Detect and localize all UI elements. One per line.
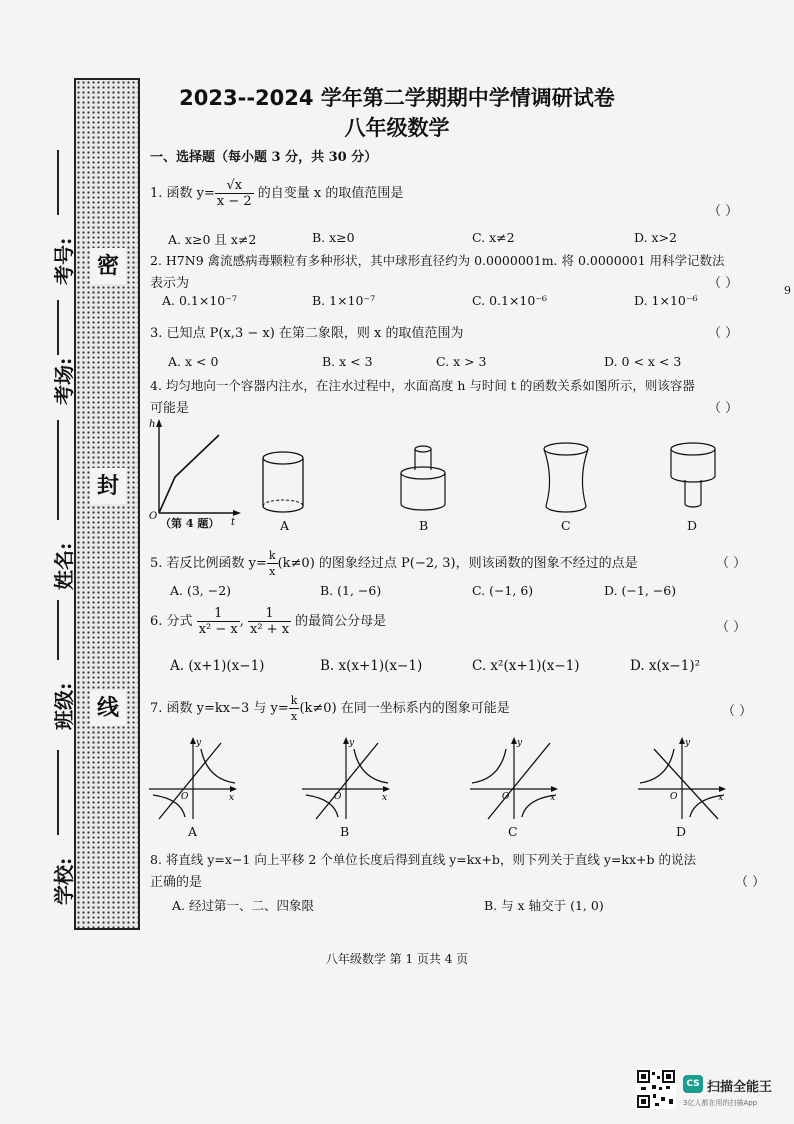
seal-char-xian: 线 xyxy=(90,690,126,726)
q2-option-a: A. 0.1×10⁻⁷ xyxy=(162,293,237,308)
svg-text:y: y xyxy=(196,738,202,748)
q7-option-d: D xyxy=(676,824,687,839)
answer-paren-q3[interactable]: （ ） xyxy=(708,326,739,341)
question-8-line1: 8. 将直线 y=x−1 向上平移 2 个单位长度后得到直线 y=kx+b，则下列关于直线 y=kx+b 的说法 xyxy=(150,852,696,867)
svg-text:O: O xyxy=(149,511,158,522)
q1-option-c: C. x≠2 xyxy=(472,230,515,245)
q7-option-b: B xyxy=(340,824,350,839)
q5-numerator: k xyxy=(268,549,276,562)
q4-container-a xyxy=(258,448,308,516)
field-line-class xyxy=(57,600,59,660)
question-2-line1: 2. H7N9 禽流感病毒颗粒有多种形状，其中球形直径约为 0.0000001m. 将 0.0000001 用科学记数法 xyxy=(150,253,725,268)
section-heading: 一、选择题（每小题 3 分，共 30 分） xyxy=(150,150,378,165)
field-line-school xyxy=(57,750,59,835)
question-4-line1: 4. 均匀地向一个容器内注水，在注水过程中，水面高度 h 与时间 t 的函数关系如图所示，则该容器 xyxy=(150,378,695,393)
svg-text:x: x xyxy=(550,793,556,803)
svg-text:y: y xyxy=(517,738,523,748)
q6-option-c: C. x²(x+1)(x−1) xyxy=(472,658,580,674)
q6-option-a: A. (x+1)(x−1) xyxy=(170,658,265,674)
svg-text:O: O xyxy=(181,792,189,802)
answer-paren-q4[interactable]: （ ） xyxy=(708,401,739,416)
q6-denominator-1: x² − x xyxy=(198,622,238,637)
q6-denominator-2: x² + x xyxy=(250,622,290,637)
q7-numerator: k xyxy=(290,694,298,707)
answer-paren-q2[interactable]: （ ） xyxy=(708,276,739,291)
svg-text:y: y xyxy=(685,738,691,748)
svg-text:h: h xyxy=(149,419,156,430)
q3-option-a: A. x < 0 xyxy=(168,354,219,369)
svg-text:O: O xyxy=(502,792,510,802)
scanner-brand: 扫描全能王 xyxy=(707,1080,773,1095)
q4-container-b xyxy=(395,440,451,516)
q7-denominator: x xyxy=(291,710,298,723)
qr-code-icon xyxy=(636,1069,676,1109)
svg-text:y: y xyxy=(349,738,355,748)
q7-option-a: A xyxy=(188,824,198,839)
field-label-exam-number: 考号: xyxy=(52,237,76,285)
seal-char-mi: 密 xyxy=(90,248,126,284)
svg-text:O: O xyxy=(334,792,342,802)
field-label-school: 学校: xyxy=(52,857,76,905)
q2-option-d: D. 1×10⁻⁶ xyxy=(634,293,698,308)
field-line-exam-room xyxy=(57,300,59,355)
q7-graph-c xyxy=(466,735,562,823)
svg-text:x: x xyxy=(229,793,235,803)
question-7: 7. 函数 y=kx−3 与 y= $\frac{k}{x}$ (k≠0) 在同一坐标系内的图象可能是 xyxy=(150,694,510,723)
q4-option-a: A xyxy=(280,518,290,533)
q1-option-a: A. x≥0 且 x≠2 xyxy=(168,232,257,247)
edge-mark: 9 xyxy=(784,284,791,297)
q8-option-b: B. 与 x 轴交于 (1, 0) xyxy=(484,898,604,913)
q4-container-d xyxy=(665,440,721,516)
q7-graph-d xyxy=(634,735,730,823)
question-3: 3. 已知点 P(x,3 − x) 在第二象限，则 x 的取值范围为 xyxy=(150,326,464,341)
scanner-logo-icon: CS xyxy=(683,1075,703,1093)
question-2-line2: 表示为 xyxy=(150,276,190,291)
q4-option-c: C xyxy=(561,518,571,533)
q2-option-c: C. 0.1×10⁻⁶ xyxy=(472,293,547,308)
q4-graph-caption: （第 4 题） xyxy=(160,517,220,530)
field-label-class: 班级: xyxy=(52,682,76,730)
q4-option-d: D xyxy=(687,518,698,533)
answer-paren-q7[interactable]: （ ） xyxy=(722,704,753,719)
page-subtitle: 八年级数学 xyxy=(344,116,450,140)
q1-option-b: B. x≥0 xyxy=(312,230,355,245)
q6-option-d: D. x(x−1)² xyxy=(630,658,700,674)
q5-denominator: x xyxy=(269,565,276,578)
q6-option-b: B. x(x+1)(x−1) xyxy=(320,658,423,674)
q4-container-c xyxy=(538,440,594,516)
question-8-line2: 正确的是 xyxy=(150,875,203,890)
field-line-name xyxy=(57,420,59,520)
question-6: 6. 分式 $\frac{1}{\text{x² − x}}$ , $\frac{1}{\text{x² + x}}$ 的最简公分母是 xyxy=(150,606,387,637)
field-label-name: 姓名: xyxy=(52,542,76,590)
seal-char-feng: 封 xyxy=(90,468,126,504)
q5-option-d: D. (−1, −6) xyxy=(604,583,677,598)
answer-paren-q5[interactable]: （ ） xyxy=(716,556,747,571)
binding-margin xyxy=(74,78,140,930)
q7-graph-a xyxy=(145,735,241,823)
page-title: 2023--2024 学年第二学期期中学情调研试卷 xyxy=(179,86,615,110)
question-1: 1. 函数 y= $\frac{√x}{x - 2}$ 的自变量 x 的取值范围是 xyxy=(150,178,404,209)
question-5: 5. 若反比例函数 y= $\frac{k}{x}$ (k≠0) 的图象经过点 P(−2, 3)，则该函数的图象不经过的点是 xyxy=(150,549,638,578)
scanner-tagline: 3亿人都在用的扫描App xyxy=(683,1099,758,1107)
q3-option-d: D. 0 < x < 3 xyxy=(604,354,682,369)
q8-option-a: A. 经过第一、二、四象限 xyxy=(172,898,314,913)
svg-text:O: O xyxy=(670,792,678,802)
q3-option-b: B. x < 3 xyxy=(322,354,373,369)
answer-paren-q8[interactable]: （ ） xyxy=(735,875,766,890)
q4-option-b: B xyxy=(419,518,429,533)
field-label-exam-room: 考场: xyxy=(52,357,76,405)
svg-text:x: x xyxy=(382,793,388,803)
q5-option-a: A. (3, −2) xyxy=(170,583,232,598)
q3-option-c: C. x > 3 xyxy=(436,354,487,369)
answer-paren-q1[interactable]: （ ） xyxy=(708,204,739,219)
q1-numerator: √x xyxy=(215,178,254,194)
q5-option-c: C. (−1, 6) xyxy=(472,583,534,598)
q1-option-d: D. x>2 xyxy=(634,230,677,245)
q2-option-b: B. 1×10⁻⁷ xyxy=(312,293,376,308)
q6-numerator-1: 1 xyxy=(197,606,240,622)
q5-option-b: B. (1, −6) xyxy=(320,583,382,598)
q6-numerator-2: 1 xyxy=(248,606,291,622)
q7-graph-b xyxy=(298,735,394,823)
q7-option-c: C xyxy=(508,824,518,839)
answer-paren-q6[interactable]: （ ） xyxy=(716,620,747,635)
q4-height-time-graph xyxy=(145,415,245,530)
svg-text:t: t xyxy=(231,517,236,528)
question-4-line2: 可能是 xyxy=(150,401,190,416)
svg-text:x: x xyxy=(718,793,724,803)
field-line-exam-number xyxy=(57,150,59,215)
q1-denominator: x − 2 xyxy=(216,194,252,209)
page-footer: 八年级数学 第 1 页共 4 页 xyxy=(325,952,469,966)
